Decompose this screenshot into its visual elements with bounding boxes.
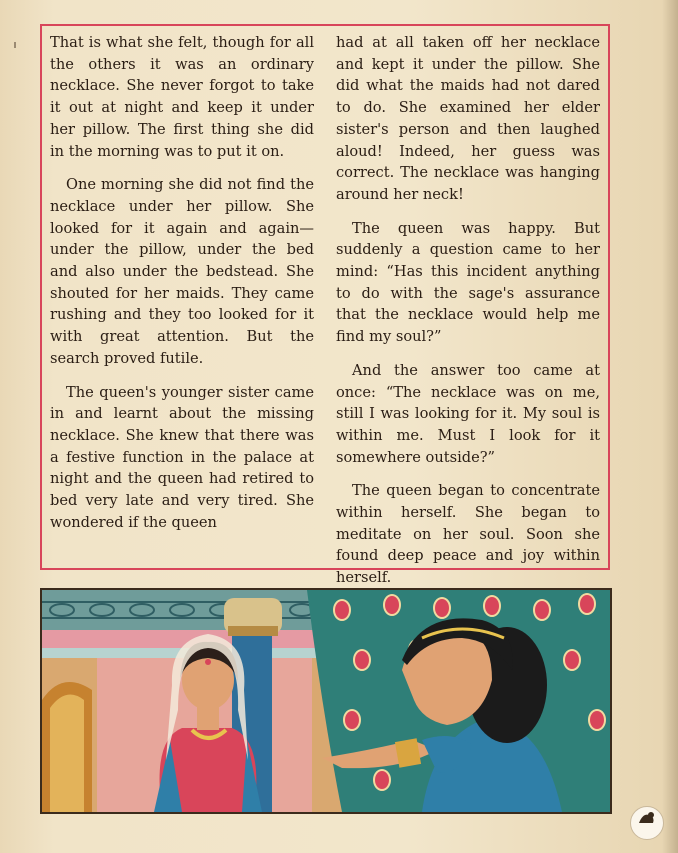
right-column: [336, 32, 600, 601]
right-paragraph-2: The queen was happy. But suddenly a question came to her mind: “Has this incident anything to do with the sage's assurance that the necklace would help me find my soul?”: [336, 219, 600, 346]
publisher-logo-icon: [630, 806, 664, 840]
queen-and-sister-illustration: [40, 588, 612, 814]
left-paragraph-1: That is what she felt, though for all the others it was an ordinary necklace. She never forgot to take it out at night and keep it under her pillow. The first thing she did in the morning was to put it on.: [50, 34, 314, 160]
story-text-frame: [40, 24, 610, 587]
left-paragraph-3: The queen's younger sister came in and learnt about the missing necklace. She knew that there was a festive function in the palace at night and the queen had retired to bed very late and very tired. She wondered if the queen: [50, 383, 314, 531]
right-paragraph-4: The queen began to concentrate within herself. She began to meditate on her soul. Soon she found deep peace and joy within herself.: [336, 482, 600, 587]
margin-mark: [14, 42, 16, 48]
left-column: [50, 32, 314, 545]
right-paragraph-1: had at all taken off her necklace and kept it under the pillow. She did what the maids had not dared to do. She examined her elder sister's person and then laughed aloud! Indeed, her guess was correct. The necklace was hanging around her neck!: [336, 34, 600, 203]
left-paragraph-2: One morning she did not find the necklace under her pillow. She looked for it again and again—under the pillow, under the bed and also under the bedstead. She shouted for her maids. They came rushing and they too looked for it with great attention. But the search proved futile.: [50, 176, 314, 367]
page-edge-shadow: [662, 0, 678, 853]
right-paragraph-3: And the answer too came at once: “The necklace was on me, still I was looking for it. My soul is within me. Must I look for it somewhere outside?”: [336, 361, 600, 466]
